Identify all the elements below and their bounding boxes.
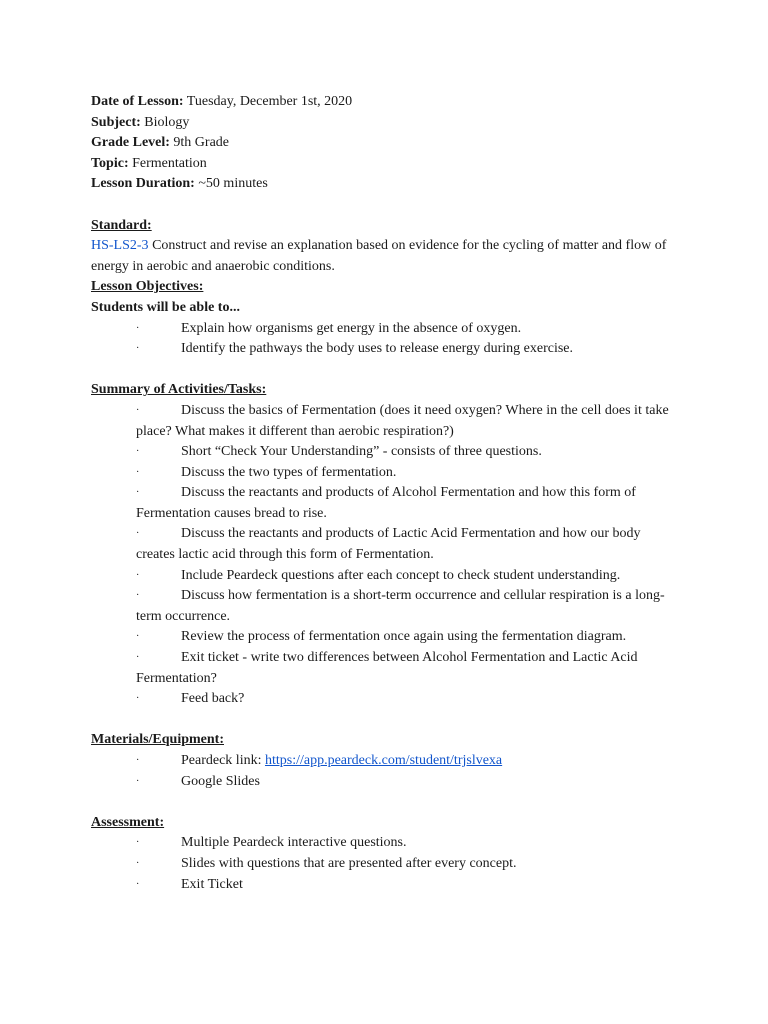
materials-heading: Materials/Equipment: <box>91 732 224 748</box>
bullet-icon: · <box>136 652 140 664</box>
list-item <box>91 648 681 689</box>
summary-heading: Summary of Activities/Tasks: <box>91 382 267 398</box>
assessment-list <box>91 833 681 895</box>
list-item <box>91 401 681 442</box>
objectives-intro: Students will be able to... <box>91 299 240 315</box>
list-item-text: Discuss the two types of fermentation. <box>181 464 397 480</box>
date-label: Date of Lesson: <box>91 94 184 109</box>
assessment-heading: Assessment: <box>91 814 165 830</box>
bullet-icon: · <box>136 775 140 787</box>
summary-list <box>91 401 681 710</box>
list-item-text: Slides with questions that are presented after every concept. <box>181 855 517 871</box>
bullet-icon: · <box>136 528 140 540</box>
standard-code-link[interactable]: HS-LS2-3 <box>91 238 149 254</box>
bullet-icon: · <box>136 857 140 869</box>
date-value: Tuesday, December 1st, 2020 <box>183 94 353 109</box>
list-item-text: Feed back? <box>181 691 245 707</box>
list-item <box>91 627 681 648</box>
list-item <box>91 442 681 463</box>
bullet-icon: · <box>136 487 140 499</box>
objectives-heading: Lesson Objectives: <box>91 279 204 295</box>
bullet-icon: · <box>136 755 140 766</box>
bullet-icon: · <box>136 404 140 416</box>
objectives-list <box>91 319 681 360</box>
standard-description: Construct and revise an explanation based on evidence for the cycling of matter and flow of energy in aerobic and anaerobic conditions. <box>91 238 667 274</box>
list-item <box>91 524 681 565</box>
bullet-icon: · <box>136 446 140 458</box>
list-item-text: Identify the pathways the body uses to release energy during exercise. <box>181 341 573 357</box>
grade-label: Grade Level: <box>91 135 170 151</box>
list-item-text: Short “Check Your Understanding” - consists of three questions. <box>181 444 542 460</box>
bullet-icon: · <box>136 631 140 643</box>
peardeck-label: Peardeck link: <box>181 753 265 768</box>
list-item <box>91 772 681 793</box>
bullet-icon: · <box>136 343 140 355</box>
peardeck-link[interactable]: https://app.peardeck.com/student/trjslvexa <box>264 753 503 768</box>
standard-text <box>91 236 681 277</box>
duration-label: Lesson Duration: <box>91 176 195 192</box>
bullet-icon: · <box>136 590 140 602</box>
list-item <box>91 319 681 340</box>
standard-heading: Standard: <box>91 217 152 233</box>
list-item-text: Exit ticket - write two differences between Alcohol Fermentation and Lactic Acid Fermentation? <box>136 650 638 686</box>
bullet-icon: · <box>136 322 140 334</box>
list-item <box>91 483 681 524</box>
list-item-text: Multiple Peardeck interactive questions. <box>181 835 407 851</box>
topic-label: Topic: <box>91 155 129 171</box>
list-item-text: Explain how organisms get energy in the absence of oxygen. <box>181 320 522 336</box>
list-item-text: Discuss how fermentation is a short-term occurrence and cellular respiration is a long-term occurrence. <box>136 588 665 624</box>
google-slides-text: Google Slides <box>181 773 260 789</box>
list-item <box>91 833 681 854</box>
subject-label: Subject: <box>91 114 141 130</box>
subject-line <box>91 113 681 134</box>
list-item <box>91 339 681 360</box>
list-item-text: Include Peardeck questions after each concept to check student understanding. <box>181 567 621 583</box>
list-item-text: Discuss the reactants and products of Lactic Acid Fermentation and how our body creates lactic acid through this form of Fermentation. <box>136 526 641 563</box>
list-item <box>91 586 681 627</box>
list-item <box>91 875 681 896</box>
topic-value: Fermentation <box>128 155 207 171</box>
list-item <box>91 689 681 710</box>
topic-line <box>91 154 681 175</box>
list-item-text: Discuss the reactants and products of Alcohol Fermentation and how this form of Fermentation causes bread to rise. <box>136 485 636 521</box>
subject-value: Biology <box>140 114 190 130</box>
list-item-text: Discuss the basics of Fermentation (does it need oxygen? Where in the cell does it take place? What makes it different than aerobic respiration?) <box>136 402 669 439</box>
bullet-icon: · <box>136 569 140 581</box>
lesson-plan-document <box>91 92 681 895</box>
date-line <box>91 92 681 113</box>
grade-value: 9th Grade <box>169 135 230 151</box>
list-item-text: Review the process of fermentation once again using the fermentation diagram. <box>181 629 627 645</box>
list-item-text: Exit Ticket <box>181 876 243 892</box>
list-item <box>91 751 681 772</box>
duration-line <box>91 174 681 195</box>
grade-line <box>91 133 681 154</box>
bullet-icon: · <box>136 837 140 849</box>
list-item <box>91 463 681 484</box>
duration-value: ~50 minutes <box>194 176 268 192</box>
list-item <box>91 854 681 875</box>
list-item <box>91 566 681 587</box>
bullet-icon: · <box>136 878 140 890</box>
bullet-icon: · <box>136 466 140 478</box>
bullet-icon: · <box>136 693 140 705</box>
